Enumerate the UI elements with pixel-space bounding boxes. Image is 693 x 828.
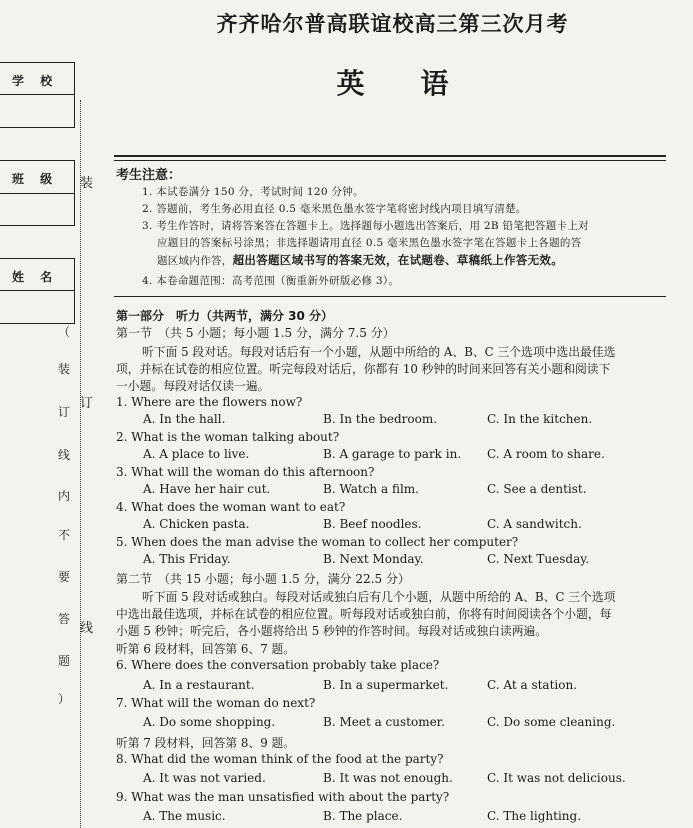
name-label: 姓 名 <box>12 270 59 284</box>
q7-option-c: C. Do some cleaning. <box>487 715 616 729</box>
notice-line-3c-bold: 超出答题区域书写的答案无效，在试题卷、草稿纸上作答无效。 <box>232 253 564 267</box>
section1-intro-3: 一小题。每段对话仅读一遍。 <box>116 379 270 393</box>
q1-option-b: B. In the bedroom. <box>323 412 438 426</box>
q6-option-b: B. In a supermarket. <box>323 678 449 692</box>
q4-option-a: A. Chicken pasta. <box>143 517 250 531</box>
part1-heading <box>116 307 333 324</box>
exam-title: 齐齐哈尔普高联谊校高三第三次月考 <box>216 11 569 36</box>
section2-intro-3: 小题 5 秒钟；听完后，各小题将给出 5 秒钟的作答时间。每段对话或独白读两遍。 <box>116 624 548 638</box>
material-6-heading: 听第 6 段材料，回答第 6、7 题。 <box>116 642 296 656</box>
question-4: 4. What does the woman want to eat? <box>116 500 346 514</box>
q2-option-a: A. A place to live. <box>143 447 250 461</box>
section2-intro-2: 中选出最佳选项，并标在试卷的相应位置。听每段对话或独白前，你将有时间阅读各个小题，每 <box>116 607 612 621</box>
q3-option-a: A. Have her hair cut. <box>143 482 271 496</box>
vertical-notice-2: 订 <box>58 405 71 419</box>
section1-intro-2: 项，并标在试卷的相应位置。听完每段对话后，你都有 10 秒钟的时间来回答有关小题和阅读下 <box>116 362 611 376</box>
notice-title: 考生注意： <box>116 168 182 183</box>
q4-option-c: C. A sandwitch. <box>487 517 582 531</box>
q1-option-c: C. In the kitchen. <box>487 412 593 426</box>
notice-line-3c <box>157 252 563 268</box>
binding-char-ding: 订 <box>80 396 94 411</box>
question-5: 5. When does the man advise the woman to collect her computer? <box>116 535 519 549</box>
vertical-notice-8: 题 <box>58 654 71 668</box>
q9-option-c: C. The lighting. <box>487 809 582 823</box>
q3-option-c: C. See a dentist. <box>487 482 587 496</box>
notice-line-3c-text: 题区域内作答， <box>157 255 233 267</box>
notice-bottom-rule <box>114 296 666 297</box>
vertical-notice-4: 内 <box>58 489 71 503</box>
exam-subject: 英语 <box>336 67 505 100</box>
notice-line-3b: 应题目的答案标号涂黑；非选择题请用直径 0.5 毫米黑色墨水签字笔在答题卡上各题的答 <box>157 237 582 249</box>
binding-line <box>80 100 81 828</box>
q8-option-b: B. It was not enough. <box>323 771 453 785</box>
q1-option-a: A. In the hall. <box>143 412 226 426</box>
q2-option-c: C. A room to share. <box>487 447 605 461</box>
question-8: 8. What did the woman think of the food at the party? <box>116 752 444 766</box>
notice-line-1: 1. 本试卷满分 150 分，考试时间 120 分钟。 <box>142 186 364 198</box>
class-divider <box>0 193 74 194</box>
q5-option-b: B. Next Monday. <box>323 552 424 566</box>
vertical-notice-5: 不 <box>58 528 71 542</box>
school-divider <box>0 94 74 95</box>
q5-option-a: A. This Friday. <box>143 552 231 566</box>
q2-option-b: B. A garage to park in. <box>323 447 462 461</box>
header-rule-thin <box>114 160 666 161</box>
vertical-notice-9: ） <box>58 692 71 706</box>
class-label: 班 级 <box>12 172 59 186</box>
binding-char-xian: 线 <box>80 621 94 636</box>
section1-heading: 第一节 （共 5 小题；每小题 1.5 分，满分 7.5 分） <box>116 326 395 340</box>
q8-option-c: C. It was not delicious. <box>487 771 626 785</box>
section2-intro-1: 听下面 5 段对话或独白。每段对话或独白后有几个小题，从题中所给的 A、B、C 三个选项 <box>142 590 616 604</box>
q8-option-a: A. It was not varied. <box>143 771 266 785</box>
question-7: 7. What will the woman do next? <box>116 696 316 710</box>
q6-option-a: A. In a restaurant. <box>143 678 255 692</box>
notice-line-2: 2. 答题前，考生务必用直径 0.5 毫米黑色墨水签字笔将密封线内项目填写清楚。 <box>142 203 527 215</box>
q7-option-a: A. Do some shopping. <box>143 715 276 729</box>
part1-heading-text: 第一部分 听力（共两节，满分 30 分） <box>116 309 334 323</box>
q7-option-b: B. Meet a customer. <box>323 715 445 729</box>
name-divider <box>0 290 74 291</box>
q4-option-b: B. Beef noodles. <box>323 517 422 531</box>
vertical-notice-7: 答 <box>58 612 71 626</box>
header-rule-thick <box>114 155 666 157</box>
question-3: 3. What will the woman do this afternoon? <box>116 465 375 479</box>
section1-intro-1: 听下面 5 段对话。每段对话后有一个小题，从题中所给的 A、B、C 三个选项中选出最佳选 <box>142 345 616 359</box>
question-1: 1. Where are the flowers now? <box>116 395 303 409</box>
question-6: 6. Where does the conversation probably take place? <box>116 658 440 672</box>
notice-line-3: 3. 考生作答时，请将答案答在答题卡上。选择题每小题选出答案后，用 2B 铅笔把答题卡上对 <box>142 220 589 232</box>
vertical-notice-6: 要 <box>58 570 71 584</box>
q5-option-c: C. Next Tuesday. <box>487 552 590 566</box>
q6-option-c: C. At a station. <box>487 678 578 692</box>
school-label: 学 校 <box>12 74 59 88</box>
q9-option-b: B. The place. <box>323 809 403 823</box>
vertical-notice-3: 线 <box>58 448 71 462</box>
material-7-heading: 听第 7 段材料，回答第 8、9 题。 <box>116 736 296 750</box>
question-9: 9. What was the man unsatisfied with about the party? <box>116 790 450 804</box>
question-2: 2. What is the woman talking about? <box>116 430 340 444</box>
section2-heading: 第二节 （共 15 小题；每小题 1.5 分，满分 22.5 分） <box>116 572 410 586</box>
binding-char-zhuang: 装 <box>80 176 94 191</box>
vertical-notice-0: （ <box>58 325 71 339</box>
q3-option-b: B. Watch a film. <box>323 482 419 496</box>
vertical-notice-1: 装 <box>58 362 71 376</box>
q9-option-a: A. The music. <box>143 809 226 823</box>
notice-line-4: 4. 本卷命题范围：高考范围（衡重新外研版必修 3）。 <box>142 275 400 287</box>
